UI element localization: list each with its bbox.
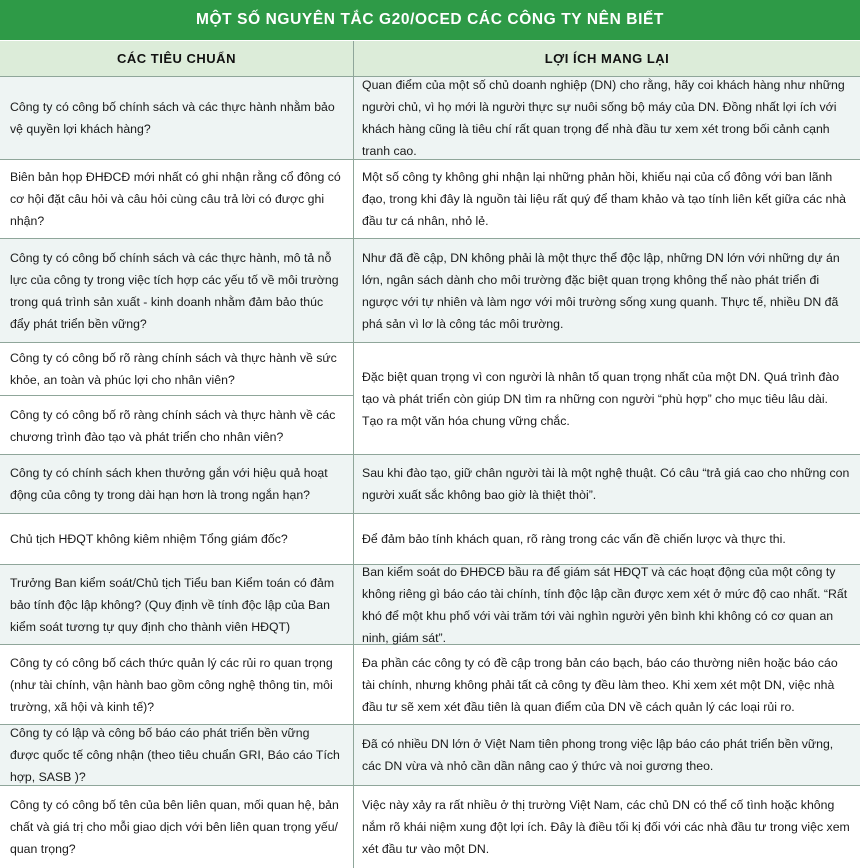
- standard-text: Công ty có công bố cách thức quản lý các rủi ro quan trọng (như tài chính, vận hành bao gồm công nghệ thông tin, môi trường, xã hội và kinh tế)?: [10, 655, 333, 714]
- table-row: [0, 239, 860, 343]
- table-header-row: [0, 41, 860, 77]
- table-row: [0, 786, 860, 868]
- standard-cell: [0, 77, 353, 159]
- table-row: [0, 77, 860, 160]
- benefit-cell: [354, 725, 860, 785]
- table-row: [0, 160, 860, 239]
- benefit-cell: [354, 239, 860, 342]
- standard-text: Biên bản họp ĐHĐCĐ mới nhất có ghi nhận rằng cổ đông có cơ hội đặt câu hỏi và câu hỏi cùng câu trả lời có được ghi nhận?: [10, 170, 341, 228]
- standard-text: Công ty có lập và công bố báo cáo phát triển bền vững được quốc tế công nhận (theo tiêu chuẩn GRI, Báo cáo Tích hợp, SASB )?: [10, 726, 340, 784]
- benefit-text: Một số công ty không ghi nhận lại những phản hồi, khiếu nại của cổ đông với ban lãnh đạo, trong khi đây là nguồn tài liệu rất quý để tham khảo và tạo tính liên kết giữa các nhà đầu tư cá nhân, nhỏ lẻ.: [362, 170, 847, 228]
- header-benefits: LỢI ÍCH MANG LẠI: [544, 51, 670, 66]
- standard-cell: [0, 645, 353, 724]
- standard-cell: [0, 239, 353, 342]
- benefit-text: Như đã đề cập, DN không phải là một thực thể độc lập, những DN lớn với những dự án lớn, ngân sách dành cho môi trường đặc biệt quan trọng không thể nào phát triển đi ngược với tự nhiên và làm ngơ với môi trường sống xung quanh. Thực tế, nhiều DN đã phá sản vì lơ là công tác môi trường.: [362, 250, 840, 331]
- standard-cell: [0, 514, 353, 564]
- benefit-text: Đã có nhiều DN lớn ở Việt Nam tiên phong trong việc lập báo cáo phát triển bền vững, các DN vừa và nhỏ cần dần nâng cao ý thức và noi gương theo.: [362, 737, 834, 773]
- table-row: [0, 514, 860, 565]
- standard-text: Chủ tịch HĐQT không kiêm nhiệm Tổng giám đốc?: [10, 532, 288, 546]
- table-title: MỘT SỐ NGUYÊN TẮC G20/OCED CÁC CÔNG TY NÊN BIẾT: [0, 0, 860, 42]
- benefit-text: Đặc biệt quan trọng vì con người là nhân tố quan trọng nhất của một DN. Quá trình đào tạo và phát triển còn giúp DN tìm ra những con người “phù hợp” cho mục tiêu lâu dài. Tạo ra một văn hóa chung vững chắc.: [362, 369, 840, 428]
- standard-cell: [0, 786, 353, 868]
- benefit-cell: [354, 514, 860, 564]
- benefit-text: Sau khi đào tạo, giữ chân người tài là một nghệ thuật. Có câu “trả giá cao cho những con người xuất sắc không bao giờ là thiệt thòi”.: [362, 466, 850, 502]
- benefit-text: Để đảm bảo tính khách quan, rõ ràng trong các vấn đề chiến lược và thực thi.: [362, 532, 786, 546]
- benefit-cell: [354, 645, 860, 724]
- table-row: [0, 645, 860, 725]
- benefit-cell: [354, 455, 860, 513]
- benefit-text: Đa phần các công ty có đề cập trong bản cáo bạch, báo cáo thường niên hoặc báo cáo tài chính, nhưng không phải tất cả công ty đều làm theo. Khi xem xét một DN, việc nhà đầu tư sẽ xem xét đầu tiên là quan điểm của DN về cách quản lý các loại rủi ro.: [362, 655, 838, 714]
- standard-cell: [0, 565, 353, 644]
- standard-cell: [0, 160, 353, 238]
- standard-text: Công ty có công bố rõ ràng chính sách và thực hành về các chương trình đào tạo và phát triển cho nhân viên?: [10, 407, 336, 444]
- standard-text: Công ty có công bố chính sách và các thực hành nhằm bảo vệ quyền lợi khách hàng?: [10, 100, 335, 136]
- column-divider: [353, 41, 354, 868]
- table-row: [0, 565, 860, 645]
- benefit-text: Việc này xảy ra rất nhiều ở thị trường Việt Nam, các chủ DN có thể cố tình hoặc không nắm rõ khái niệm xung đột lợi ích. Đây là điều tối kị đối với các nhà đầu tư trong việc xem xét đầu tư vào một DN.: [362, 798, 850, 856]
- table-row: [0, 343, 860, 455]
- standard-text: Công ty có công bố tên của bên liên quan, mối quan hệ, bản chất và giá trị cho mỗi giao dịch với bên liên quan trọng yếu/ quan trọng?: [10, 798, 339, 856]
- standard-text: Công ty có công bố chính sách và các thực hành, mô tả nỗ lực của công ty trong việc tích hợp các yếu tố về môi trường trong quá trình sản xuất - kinh doanh nhằm đảm bảo thúc đẩy phát triển bền vững?: [10, 250, 339, 331]
- standard-cell: [0, 725, 353, 785]
- standard-text: Công ty có công bố rõ ràng chính sách và thực hành về sức khỏe, an toàn và phúc lợi cho nhân viên?: [10, 351, 337, 387]
- benefit-cell: [354, 343, 860, 454]
- benefit-cell: [354, 160, 860, 238]
- standard-cell: [0, 455, 353, 513]
- benefit-cell: [354, 565, 860, 644]
- benefit-cell: [354, 77, 860, 159]
- standard-cell: [0, 343, 353, 396]
- benefit-cell: [354, 786, 860, 868]
- standard-text: Trưởng Ban kiểm soát/Chủ tịch Tiểu ban Kiểm toán có đảm bảo tính độc lập không? (Quy định về tính độc lập của Ban kiểm soát tương tự quy định cho thành viên HĐQT): [10, 575, 335, 634]
- standard-cell: [0, 397, 353, 454]
- table-row: [0, 725, 860, 786]
- benefit-text: Quan điểm của một số chủ doanh nghiệp (DN) cho rằng, hãy coi khách hàng như những người chủ, vì họ mới là người thực sự nuôi sống bộ máy của DN. Đồng nhất lợi ích với khách hàng cũng là tiêu chí rất quan trọng để nhà đầu tư xem xét trong bối cảnh cạnh tranh cao.: [362, 78, 845, 158]
- table-row: [0, 455, 860, 514]
- benefit-text: Ban kiểm soát do ĐHĐCĐ bầu ra để giám sát HĐQT và các hoạt động của một công ty không riêng gì báo cáo tài chính, tính độc lập cần được xem xét ở mức độ cao nhất. “Rất khó để một khu phố với vài trăm tới vài nghìn người yên bình khi không có cơ quan an ninh, giám sát”.: [362, 564, 848, 645]
- header-standards: CÁC TIÊU CHUẨN: [117, 51, 236, 66]
- standard-text: Công ty có chính sách khen thưởng gắn với hiệu quả hoạt động của công ty trong dài hạn hơn là trong ngắn hạn?: [10, 466, 328, 502]
